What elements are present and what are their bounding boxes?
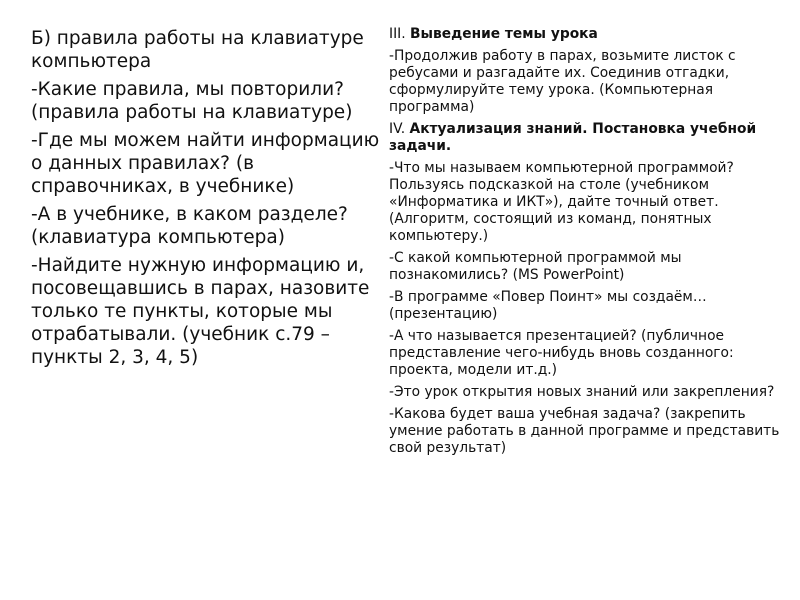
section-4-title: Актуализация знаний. Постановка учебной задачи. [389, 121, 757, 154]
right-paragraph-2: -С какой компьютерной программой мы познакомились? (MS PowerPoint) [389, 250, 682, 283]
right-paragraph-6: -Какова будет ваша учебная задача? (закрепить умение работать в данной программе и представить свой результат) [389, 406, 780, 456]
left-paragraph-4: -Найдите нужную информацию и, посовещавшись в парах, назовите только те пункты, которые мы отрабатывали. (учебник с.79 – пункты 2, 3, 4, 5) [31, 255, 370, 368]
section-3-text: -Продолжив работу в парах, возьмите листок с ребусами и разгадайте их. Соединив отгадки, сформулируйте тему урока. (Компьютерная программа) [389, 48, 736, 115]
left-paragraph-3: -А в учебнике, в каком разделе? (клавиатура компьютера) [31, 204, 348, 248]
left-column [31, 27, 383, 374]
section-4-number: IV. [389, 121, 406, 137]
right-paragraph-4: -А что называется презентацией? (публичное представление чего-нибудь вновь созданного: проекта, модели ит.д.) [389, 328, 734, 378]
right-paragraph-1: -Что мы называем компьютерной программой? Пользуясь подсказкой на столе (учебником «Информатика и ИКТ»), дайте точный ответ. (Алгоритм, состоящий из команд, понятных компьютеру.) [389, 160, 734, 244]
left-paragraph-2: -Где мы можем найти информацию о данных правилах? (в справочниках, в учебнике) [31, 130, 380, 197]
section-3-number: III. [389, 26, 406, 42]
right-paragraph-3: -В программе «Повер Поинт» мы создаём… (презентацию) [389, 289, 707, 322]
section-4-heading [389, 121, 784, 155]
left-paragraph-1: -Какие правила, мы повторили? (правила работы на клавиатуре) [31, 79, 353, 123]
right-column [389, 26, 784, 462]
section-3-heading [389, 26, 784, 43]
left-heading: Б) правила работы на клавиатуре компьютера [31, 28, 364, 72]
section-3-title: Выведение темы урока [409, 26, 598, 42]
right-paragraph-5: -Это урок открытия новых знаний или закрепления? [389, 384, 775, 400]
